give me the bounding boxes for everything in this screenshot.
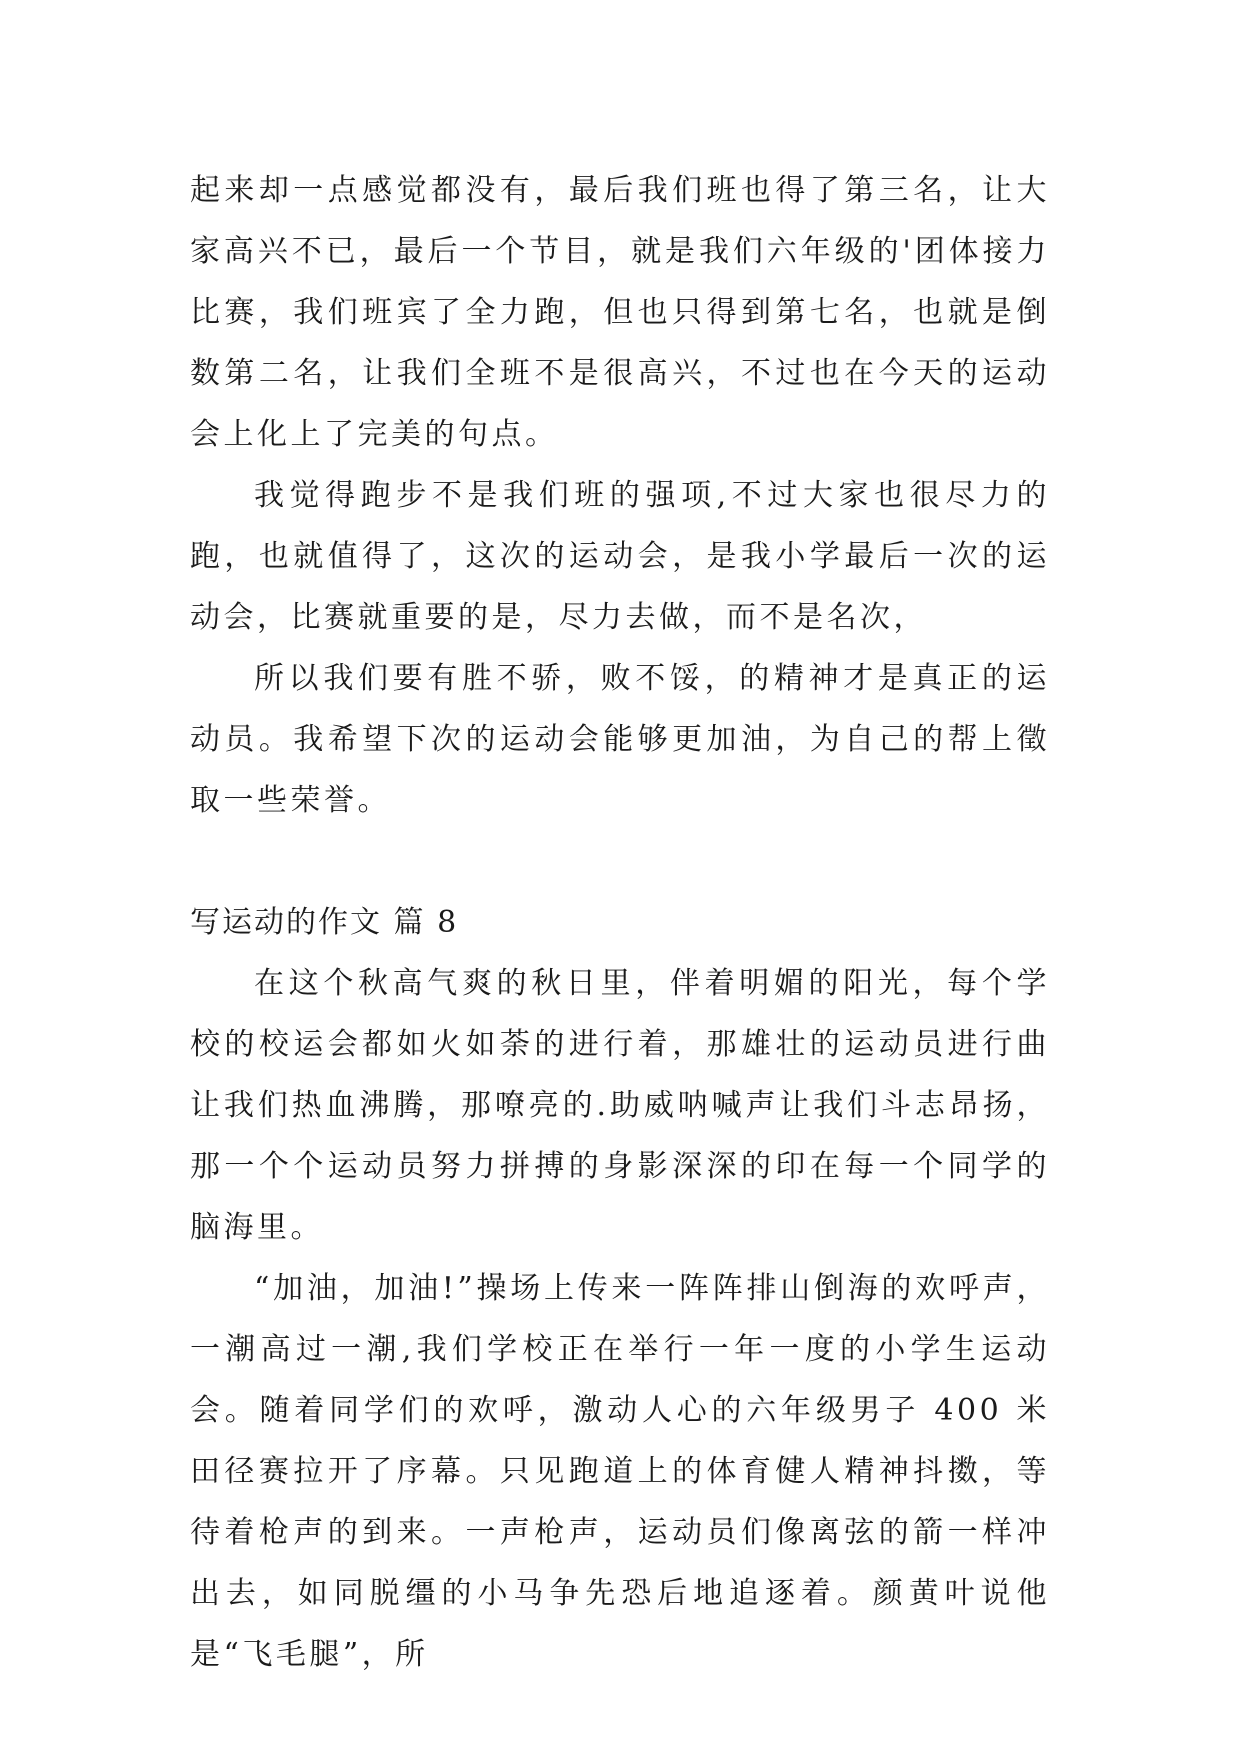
document-body xyxy=(190,160,1050,1685)
paragraph: 在这个秋高气爽的秋日里，伴着明媚的阳光，每个学校的校运会都如火如荼的进行着，那雄壮的运动员进行曲让我们热血沸腾，那嘹亮的.助威呐喊声让我们斗志昂扬，那一个个运动员努力拼搏的身影深深的印在每一个同学的脑海里。 xyxy=(190,966,1050,1245)
section-heading: 写运动的作文 篇 8 xyxy=(190,905,459,940)
paragraph-continued: 起来却一点感觉都没有，最后我们班也得了第三名，让大家高兴不已，最后一个节目，就是我们六年级的'团体接力比赛，我们班宾了全力跑，但也只得到第七名，也就是倒数第二名，让我们全班不是很高兴，不过也在今天的运动会上化上了完美的句点。 xyxy=(190,173,1050,452)
paragraph: 我觉得跑步不是我们班的强项,不过大家也很尽力的跑，也就值得了，这次的运动会，是我小学最后一次的运动会，比赛就重要的是，尽力去做，而不是名次， xyxy=(190,478,1050,635)
paragraph: “加油，加油!”操场上传来一阵阵排山倒海的欢呼声，一潮高过一潮,我们学校正在举行一年一度的小学生运动会。随着同学们的欢呼，激动人心的六年级男子 400 米田径赛拉开了序幕。只见跑道上的体育健人精神抖擞，等待着枪声的到来。一声枪声，运动员们像离弦的箭一样冲出去，如同脱缰的小马争先恐后地追逐着。颜黄叶说他是“飞毛腿”，所 xyxy=(190,1271,1050,1672)
paragraph: 所以我们要有胜不骄，败不馁，的精神才是真正的运动员。我希望下次的运动会能够更加油，为自己的帮上徵取一些荣誉。 xyxy=(190,661,1050,818)
